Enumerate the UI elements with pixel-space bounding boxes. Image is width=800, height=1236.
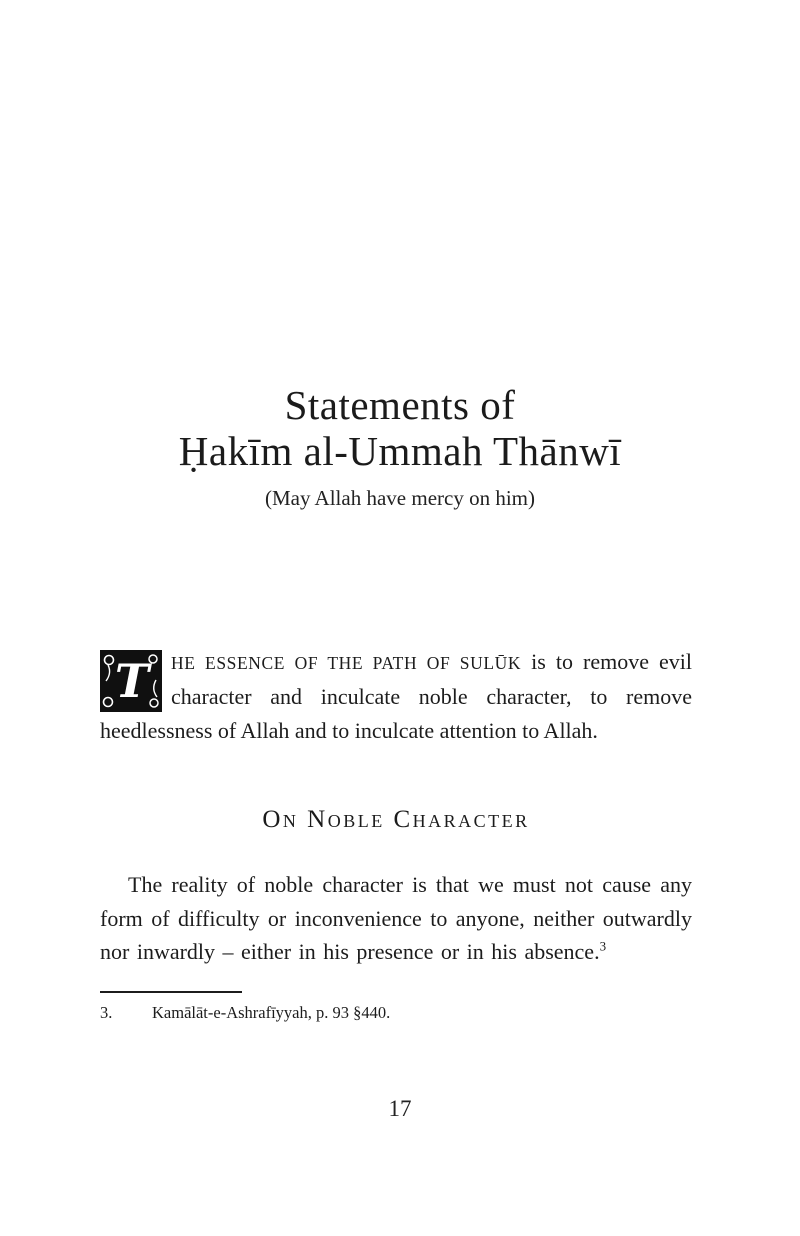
footnote-number: 3. [100,1002,113,1022]
opening-text: is to remove evil character and inculcate noble character, to remove heedlessness of Allah and to inculcate attention to Allah. [100,649,693,743]
section-heading: On Noble Character [262,806,530,833]
opening-paragraph [100,645,692,748]
footnote-reference: 3 [599,938,607,954]
body-paragraph [100,868,692,969]
chapter-title-line-2: Ḥakīm al-Ummah Thānwī [178,428,622,474]
footnote [100,1002,692,1024]
opening-smallcaps: HE ESSENCE OF THE PATH OF SULŪK [171,653,522,673]
ornamental-dropcap-icon [100,650,162,712]
page-number: 17 [388,1096,412,1121]
chapter-title-line-1: Statements of [284,382,516,428]
svg-text:T: T [114,654,150,708]
page-content [100,645,692,1024]
body-text: The reality of noble character is that we must not cause any form of difficulty or inconvenience to anyone, neither outwardly nor inwardly – either in his presence or in his absence. [100,872,692,964]
chapter-title-block [0,0,800,511]
chapter-subtitle: (May Allah have mercy on him) [264,486,535,510]
footnote-text: Kamālāt-e-Ashrafīyyah, p. 93 §440. [152,1002,391,1022]
footnote-separator [100,991,242,993]
